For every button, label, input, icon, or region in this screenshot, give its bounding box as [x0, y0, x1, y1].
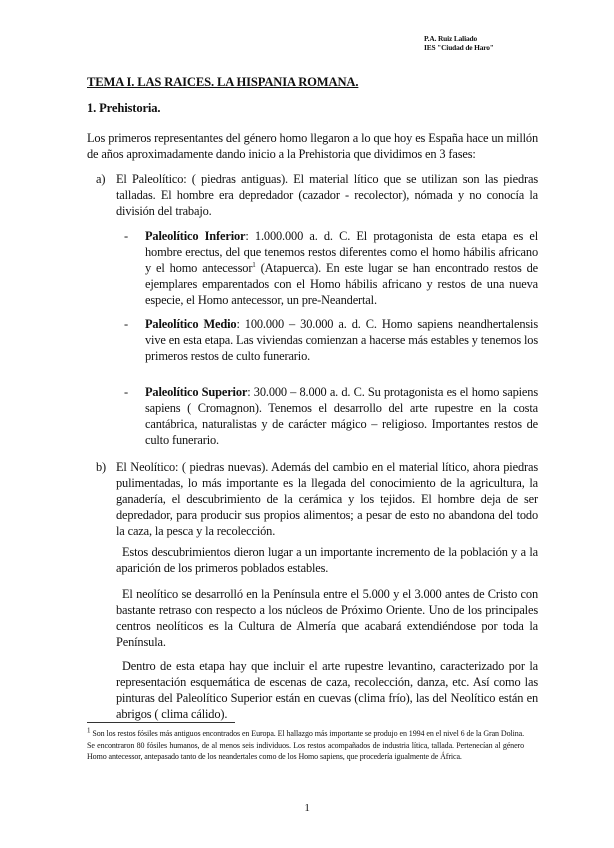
term-paleolitico-inferior: Paleolítico Inferior	[145, 229, 246, 243]
section-heading: 1. Prehistoria.	[87, 101, 161, 115]
footnote-text: Son los restos fósiles más antiguos encontrados en Europa. El hallazgo más importante se produjo en 1994 en el nivel 6 de la Gran Dolina. Se encontraron 80 fósiles humanos, de al menos seis individuos. Los restos acompañados de industria lítica, tallada. Pertenecían al género Homo antecessor, antepasado tanto de los neandertales como de los Homo sapiens, que procedería igualmente de África.	[87, 729, 524, 762]
superior-text: : 30.000 – 8.000 a. d. C. Su protagonista es el homo sapiens sapiens ( Cromagnon). Tenemos el desarrollo del arte rupestre en la costa cantábrica, naturalistas y de carácter mágico – religioso. Importantes restos de culto funerario.	[145, 385, 538, 447]
paragraph-neolitico-peninsula: El neolítico se desarrolló en la Península entre el 5.000 y el 3.000 antes de Cristo con bastante retraso con respecto a los núcleos de Próximo Oriente. Uno de los principales centros neolíticos es la Cultura de Almería que acabará extendiéndose por toda la Península.	[116, 587, 538, 649]
bullet-dash: -	[124, 229, 128, 243]
list-item-paleolitico: El Paleolítico: ( piedras antiguas). El material lítico que se utilizan son las piedras talladas. El hombre era depredador (cazador - recolector), nómada y no conocía la división del trabajo.	[116, 172, 538, 218]
list-marker-b: b)	[96, 460, 107, 474]
term-paleolitico-medio: Paleolítico Medio	[145, 317, 237, 331]
page-number: 1	[304, 802, 310, 814]
footnote-ref: 1	[252, 260, 256, 269]
footnote-separator	[87, 722, 235, 723]
list-item-neolitico: El Neolítico: ( piedras nuevas). Además del cambio en el material lítico, ahora piedras pulimentadas, lo más importante es la llegada del conocimiento de la agricultura, la ganadería, el descubrimiento de la cerámica y los tejidos. El hombre deja de ser depredador, para producir sus propios alimentos; a pesar de esto no abandona del todo la caza, la pesca y la recolección.	[116, 460, 538, 538]
inferior-text: : 1.000.000 a. d. C. El protagonista de esta etapa es el hombre erectus, del que tenemos restos diferentes como el homo hábilis africano y el homo antecessor	[145, 229, 538, 275]
header-author: P.A. Ruiz Laliado	[424, 34, 478, 43]
intro-paragraph: Los primeros representantes del género homo llegaron a lo que hoy es España hace un millón de años aproximadamente dando inicio a la Prehistoria que dividimos en 3 fases:	[87, 131, 538, 161]
term-paleolitico-superior: Paleolítico Superior	[145, 385, 248, 399]
list-item-paleolitico-inferior	[145, 228, 538, 308]
bullet-dash: -	[124, 385, 128, 399]
page-header	[424, 34, 604, 52]
document-title: TEMA I. LAS RAICES. LA HISPANIA ROMANA.	[87, 75, 359, 89]
inferior-text-cont: (Atapuerca). En este lugar se han encontrado restos de ejemplares emparentados con el Homo hábilis africano y restos de una nueva especie, el Homo antecessor, un pre-Neandertal.	[145, 261, 538, 307]
bullet-dash: -	[124, 317, 128, 331]
footnote-marker: 1	[87, 726, 91, 735]
medio-text: : 100.000 – 30.000 a. d. C. Homo sapiens neandhertalensis vive en esta etapa. Las viviendas comienzan a hacerse más estables y tenemos los primeros restos de culto funerario.	[145, 317, 538, 363]
header-school: IES "Ciudad de Haro"	[424, 43, 494, 52]
paragraph-arte-levantino: Dentro de esta etapa hay que incluir el arte rupestre levantino, caracterizado por la representación esquemática de escenas de caza, recolección, danza, etc. Así como las pinturas del Paleolítico Superior están en cuevas (clima frío), las del Neolítico están en abrigos ( clima cálido).	[116, 659, 538, 721]
list-item-paleolitico-medio	[145, 316, 538, 364]
list-item-paleolitico-superior	[145, 384, 538, 448]
list-marker-a: a)	[96, 172, 106, 186]
footnote	[87, 728, 524, 763]
paragraph-poblacion: Estos descubrimientos dieron lugar a un importante incremento de la población y a la aparición de los primeros poblados estables.	[116, 545, 538, 575]
